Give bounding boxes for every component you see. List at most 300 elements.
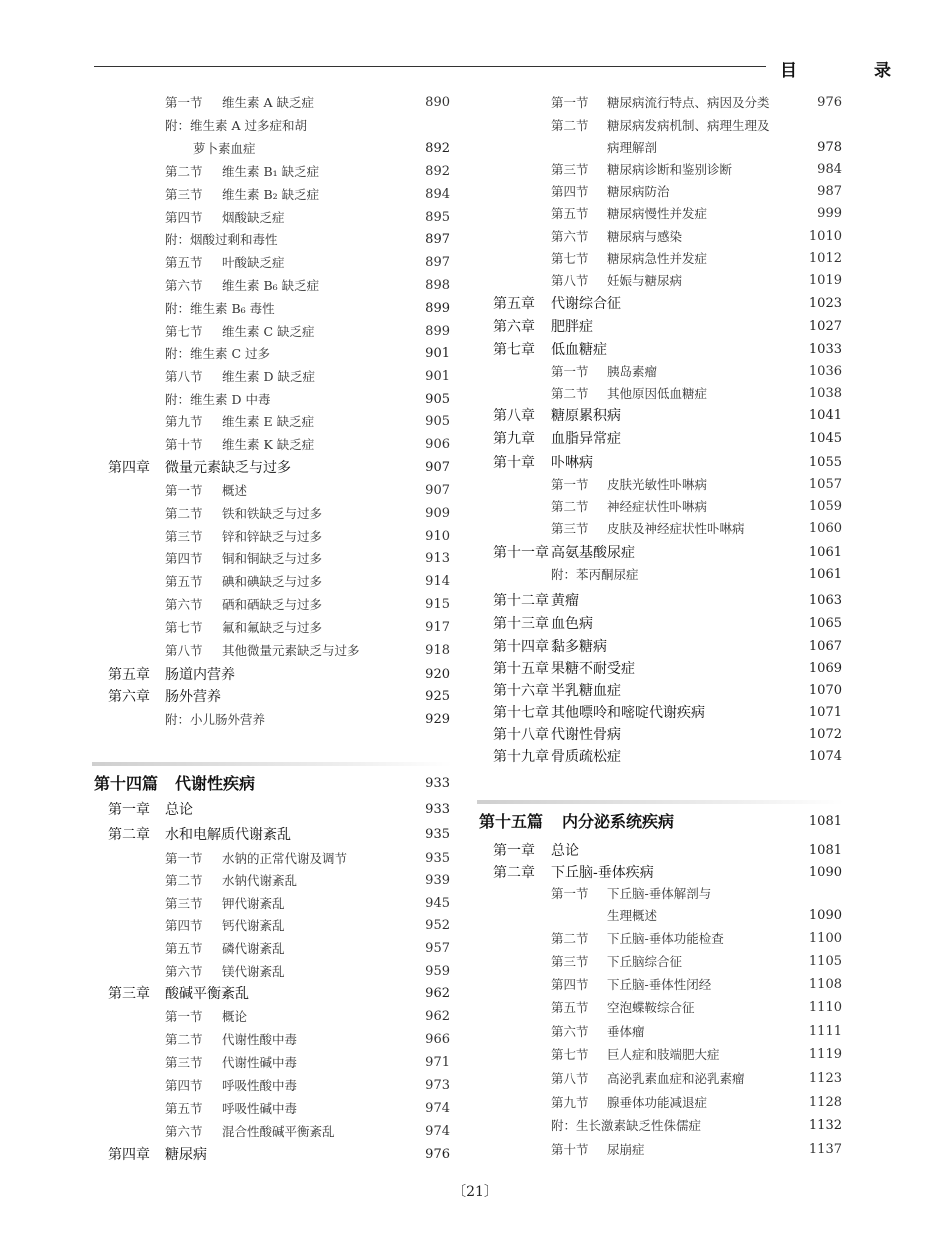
toc-entry-page-number: 1069 [808, 661, 842, 676]
toc-entry-page-number: 957 [425, 941, 450, 956]
toc-entry-label: 第五节 [551, 206, 589, 221]
toc-entry-title: 病理解剖 [607, 140, 658, 155]
toc-entry-title: 肠道内营养 [165, 667, 235, 683]
toc-entry-label: 第十七章 [493, 705, 549, 721]
toc-entry-title: 代谢综合征 [551, 296, 621, 312]
toc-entry-label: 第二节 [551, 118, 589, 133]
toc-entry[interactable] [0, 1139, 950, 1161]
toc-entry-title: 下丘脑-垂体疾病 [551, 865, 654, 881]
toc-entry[interactable] [0, 339, 950, 361]
toc-entry-label: 第八节 [551, 273, 589, 288]
toc-entry-page-number: 1071 [808, 705, 842, 720]
toc-entry-title: 皮肤及神经症状性卟啉病 [607, 521, 745, 536]
toc-entry-title: 生理概述 [607, 908, 658, 923]
toc-entry-label: 第十一章 [493, 545, 549, 561]
toc-entry[interactable] [0, 658, 950, 680]
toc-entry-title: 肥胖症 [551, 319, 593, 335]
toc-entry[interactable] [0, 883, 950, 905]
toc-entry-label: 第二章 [108, 827, 150, 843]
toc-entry-title: 维生素 D 缺乏症 [222, 369, 315, 384]
toc-entry-title: 呼吸性酸中毒 [222, 1078, 298, 1093]
toc-entry-label: 第七节 [165, 324, 203, 339]
toc-entry-page-number: 1033 [808, 342, 842, 357]
toc-entry-title: 神经症状性卟啉病 [607, 499, 708, 514]
toc-entry-label: 第四章 [108, 1147, 150, 1163]
toc-entry-title: 氟和氟缺乏与过多 [222, 620, 323, 635]
toc-entry[interactable] [0, 226, 950, 248]
toc-entry-label: 第十五章 [493, 661, 549, 677]
toc-entry-page-number: 918 [425, 643, 450, 658]
toc-entry-page-number: 976 [817, 95, 842, 110]
toc-entry-page-number: 1059 [808, 499, 842, 514]
toc-entry-title: 附：烟酸过剩和毒性 [165, 232, 278, 247]
toc-entry[interactable] [0, 518, 950, 540]
toc-entry-title: 附：维生素 A 过多症和胡 [165, 118, 307, 133]
toc-entry-page-number: 935 [425, 827, 450, 842]
toc-entry-page-number: 1123 [808, 1071, 842, 1086]
toc-entry-label: 第一节 [165, 483, 203, 498]
toc-entry-label: 第二节 [551, 499, 589, 514]
toc-entry-label: 第十四篇 [94, 774, 159, 793]
toc-entry-title: 妊娠与糖尿病 [607, 273, 683, 288]
toc-entry-title: 钙代谢紊乱 [222, 918, 285, 933]
toc-entry-title: 腺垂体功能减退症 [607, 1095, 708, 1110]
toc-entry-label: 第十节 [551, 1142, 589, 1157]
toc-entry-title: 糖尿病诊断和鉴别诊断 [607, 162, 733, 177]
toc-entry-label: 第二节 [165, 506, 203, 521]
toc-entry-page-number: 974 [425, 1101, 450, 1116]
toc-entry-page-number: 1105 [808, 954, 842, 969]
toc-entry-title: 总论 [165, 802, 193, 818]
toc-entry-page-number: 1012 [808, 251, 842, 266]
toc-entry-page-number: 892 [425, 164, 450, 179]
toc-entry-title: 维生素 B₁ 缺乏症 [222, 164, 320, 179]
toc-entry-label: 第九节 [551, 1095, 589, 1110]
toc-entry-label: 第八节 [165, 643, 203, 658]
toc-entry-label: 第三节 [165, 187, 203, 202]
toc-entry-page-number: 1045 [808, 431, 842, 446]
toc-entry[interactable] [0, 137, 950, 159]
toc-entry-label: 第十章 [493, 455, 535, 471]
toc-entry-label: 第四节 [551, 977, 589, 992]
toc-entry[interactable] [0, 452, 950, 474]
toc-entry-page-number: 1070 [808, 683, 842, 698]
toc-entry[interactable] [0, 702, 950, 724]
toc-entry-page-number: 901 [425, 369, 450, 384]
toc-entry-page-number: 907 [425, 460, 450, 475]
toc-entry-title: 其他嘌呤和嘧啶代谢疾病 [551, 705, 705, 721]
toc-entry-title: 混合性酸碱平衡紊乱 [222, 1124, 335, 1139]
toc-entry-title: 镁代谢紊乱 [222, 964, 285, 979]
toc-entry-title: 微量元素缺乏与过多 [165, 460, 291, 476]
toc-entry-page-number: 1027 [808, 319, 842, 334]
toc-entry[interactable] [0, 405, 950, 427]
toc-entry-page-number: 945 [425, 896, 450, 911]
toc-entry-label: 第六节 [165, 278, 203, 293]
toc-entry-title: 酸碱平衡紊乱 [165, 986, 249, 1002]
toc-entry-page-number: 966 [425, 1032, 450, 1047]
toc-entry-label: 第九章 [493, 431, 535, 447]
toc-entry[interactable] [0, 361, 950, 383]
toc-entry-label: 第四节 [165, 1078, 203, 1093]
toc-entry-title: 附：维生素 D 中毒 [165, 392, 271, 407]
toc-entry-label: 第四节 [551, 184, 589, 199]
toc-entry-page-number: 1111 [808, 1024, 842, 1039]
toc-entry[interactable] [0, 1021, 950, 1043]
toc-entry-page-number: 925 [425, 689, 450, 704]
toc-entry-title: 高泌乳素血症和泌乳素瘤 [607, 1071, 745, 1086]
part-divider-band [477, 800, 844, 804]
toc-entry-label: 第三节 [165, 1055, 203, 1070]
toc-entry-label: 第三节 [165, 896, 203, 911]
toc-entry-title: 代谢性碱中毒 [222, 1055, 298, 1070]
toc-entry-title: 水钠代谢紊乱 [222, 873, 298, 888]
toc-entry-label: 第五章 [108, 667, 150, 683]
toc-entry-page-number: 895 [425, 210, 450, 225]
toc-entry[interactable] [0, 293, 950, 315]
toc-entry-title: 黄瘤 [551, 593, 579, 609]
toc-entry-label: 第一章 [493, 843, 535, 859]
toc-entry-label: 第五节 [165, 941, 203, 956]
toc-entry[interactable] [0, 928, 950, 950]
toc-entry-title: 锌和锌缺乏与过多 [222, 529, 323, 544]
toc-entry-page-number: 1057 [808, 477, 842, 492]
toc-entry-page-number: 974 [425, 1124, 450, 1139]
toc-entry[interactable] [0, 636, 950, 658]
toc-entry-label: 第四节 [165, 210, 203, 225]
toc-entry-page-number: 901 [425, 346, 450, 361]
toc-entry-page-number: 892 [425, 141, 450, 156]
toc-entry-title: 糖原累积病 [551, 408, 621, 424]
toc-entry-title: 代谢性疾病 [175, 774, 256, 793]
toc-entry-label: 第十二章 [493, 593, 549, 609]
toc-entry-title: 糖尿病流行特点、病因及分类 [607, 95, 770, 110]
toc-entry-label: 第七节 [165, 620, 203, 635]
toc-entry-label: 第二节 [551, 386, 589, 401]
toc-entry-page-number: 1081 [808, 814, 842, 829]
toc-entry[interactable] [0, 1115, 950, 1137]
toc-entry-page-number: 915 [425, 597, 450, 612]
toc-entry-page-number: 894 [425, 187, 450, 202]
toc-entry-label: 第二节 [551, 931, 589, 946]
toc-entry-label: 第一节 [551, 477, 589, 492]
toc-entry[interactable] [0, 951, 950, 973]
toc-entry-page-number: 933 [425, 776, 450, 791]
toc-entry-page-number: 959 [425, 964, 450, 979]
toc-entry-page-number: 1019 [808, 273, 842, 288]
toc-entry-page-number: 906 [425, 437, 450, 452]
toc-entry-title: 低血糖症 [551, 342, 607, 358]
toc-entry-page-number: 984 [817, 162, 842, 177]
toc-entry-page-number: 1137 [808, 1142, 842, 1157]
toc-entry[interactable] [0, 808, 950, 836]
toc-entry-page-number: 1061 [808, 545, 842, 560]
toc-entry-page-number: 897 [425, 232, 450, 247]
toc-entry-page-number: 1023 [808, 296, 842, 311]
toc-entry-label: 第五节 [165, 574, 203, 589]
toc-entry-label: 第一章 [108, 802, 150, 818]
toc-entry-label: 第一节 [551, 364, 589, 379]
toc-entry-title: 下丘脑-垂体性闭经 [607, 977, 712, 992]
toc-entry-page-number: 1090 [808, 865, 842, 880]
toc-entry-page-number: 933 [425, 802, 450, 817]
toc-entry-page-number: 987 [817, 184, 842, 199]
toc-entry-page-number: 905 [425, 392, 450, 407]
toc-entry-label: 第六节 [165, 1124, 203, 1139]
toc-entry[interactable] [0, 974, 950, 996]
toc-entry[interactable] [0, 383, 950, 405]
toc-entry[interactable] [0, 496, 950, 518]
toc-entry-label: 第五章 [493, 296, 535, 312]
toc-entry-label: 第十节 [165, 437, 203, 452]
toc-entry-page-number: 920 [425, 667, 450, 682]
toc-entry[interactable] [0, 680, 950, 702]
toc-entry-label: 第七节 [551, 1047, 589, 1062]
toc-entry-page-number: 999 [817, 206, 842, 221]
toc-entry-label: 第八章 [493, 408, 535, 424]
toc-entry-page-number: 899 [425, 301, 450, 316]
toc-entry-page-number: 971 [425, 1055, 450, 1070]
toc-entry-title: 代谢性酸中毒 [222, 1032, 298, 1047]
toc-entry-label: 第六节 [165, 597, 203, 612]
toc-entry-title: 糖尿病与感染 [607, 229, 683, 244]
toc-entry-title: 钾代谢紊乱 [222, 896, 285, 911]
toc-entry-page-number: 1108 [808, 977, 842, 992]
toc-entry-label: 第十四章 [493, 639, 549, 655]
toc-entry-page-number: 1067 [808, 639, 842, 654]
toc-entry-label: 第一节 [551, 886, 589, 901]
toc-entry[interactable] [0, 542, 950, 564]
toc-entry-label: 第八节 [165, 369, 203, 384]
toc-entry-title: 血脂异常症 [551, 431, 621, 447]
toc-entry-page-number: 1074 [808, 749, 842, 764]
toc-entry-page-number: 1132 [808, 1118, 842, 1133]
toc-entry-page-number: 905 [425, 414, 450, 429]
toc-entry-title: 水和电解质代谢紊乱 [165, 827, 291, 843]
toc-entry-title: 呼吸性碱中毒 [222, 1101, 298, 1116]
toc-entry-title: 烟酸缺乏症 [222, 210, 285, 225]
toc-entry-page-number: 897 [425, 255, 450, 270]
toc-entry[interactable] [0, 428, 950, 450]
toc-entry-label: 第三章 [108, 986, 150, 1002]
toc-entry-page-number: 1072 [808, 727, 842, 742]
toc-entry-label: 第七节 [551, 251, 589, 266]
toc-entry[interactable] [0, 1092, 950, 1114]
toc-entry-page-number: 1128 [808, 1095, 842, 1110]
toc-entry-page-number: 1100 [808, 931, 842, 946]
toc-entry[interactable] [0, 840, 950, 862]
toc-entry-page-number: 890 [425, 95, 450, 110]
toc-entry-title: 空泡蝶鞍综合征 [607, 1000, 695, 1015]
toc-entry-page-number: 1110 [808, 1000, 842, 1015]
toc-entry[interactable] [0, 270, 950, 292]
toc-entry[interactable] [0, 746, 950, 768]
toc-entry-label: 第五节 [551, 1000, 589, 1015]
toc-entry-label: 第一节 [165, 1009, 203, 1024]
toc-entry-label: 第二章 [493, 865, 535, 881]
toc-entry-page-number: 935 [425, 851, 450, 866]
toc-entry[interactable] [0, 1068, 950, 1090]
toc-entry-page-number: 1119 [808, 1047, 842, 1062]
toc-entry[interactable] [0, 181, 950, 203]
toc-entry-title: 维生素 E 缺乏症 [222, 414, 315, 429]
toc-entry[interactable] [0, 770, 950, 798]
toc-entry-title: 附：苯丙酮尿症 [551, 567, 639, 582]
toc-entry-title: 其他原因低血糖症 [607, 386, 708, 401]
toc-entry-page-number: 1038 [808, 386, 842, 401]
toc-entry-label: 第三节 [551, 954, 589, 969]
toc-entry[interactable] [0, 997, 950, 1019]
toc-entry-title: 附：维生素 B₆ 毒性 [165, 301, 275, 316]
toc-entry-label: 第一节 [551, 95, 589, 110]
toc-entry-title: 维生素 B₆ 缺乏症 [222, 278, 320, 293]
toc-entry-label: 第六节 [551, 229, 589, 244]
page-title: 目 录 [780, 61, 921, 81]
toc-entry-title: 下丘脑-垂体功能检查 [607, 931, 724, 946]
toc-entry-page-number: 939 [425, 873, 450, 888]
toc-entry-label: 第十五篇 [479, 812, 544, 831]
toc-entry-label: 第六节 [165, 964, 203, 979]
toc-entry[interactable] [0, 1044, 950, 1066]
toc-entry-title: 硒和硒缺乏与过多 [222, 597, 323, 612]
toc-entry[interactable] [0, 590, 950, 612]
toc-entry[interactable] [0, 613, 950, 635]
toc-entry-label: 第十三章 [493, 616, 549, 632]
toc-entry-title: 果糖不耐受症 [551, 661, 635, 677]
toc-entry-title: 下丘脑-垂体解剖与 [607, 886, 712, 901]
toc-entry-title: 叶酸缺乏症 [222, 255, 285, 270]
toc-entry-title: 血色病 [551, 616, 593, 632]
toc-entry[interactable] [0, 316, 950, 338]
toc-entry-title: 下丘脑综合征 [607, 954, 683, 969]
toc-entry-page-number: 914 [425, 574, 450, 589]
toc-entry-page-number: 1090 [808, 908, 842, 923]
toc-entry-label: 第二节 [165, 1032, 203, 1047]
toc-entry-title: 维生素 C 缺乏症 [222, 324, 315, 339]
toc-entry-page-number: 952 [425, 918, 450, 933]
toc-entry-page-number: 978 [817, 140, 842, 155]
toc-entry-label: 第六节 [551, 1024, 589, 1039]
toc-entry-title: 糖尿病 [165, 1147, 207, 1163]
toc-entry-label: 第九节 [165, 414, 203, 429]
toc-entry-page-number: 1036 [808, 364, 842, 379]
toc-entry-label: 第二节 [165, 164, 203, 179]
toc-entry-page-number: 917 [425, 620, 450, 635]
toc-entry-title: 黏多糖病 [551, 639, 607, 655]
toc-entry-title: 总论 [551, 843, 579, 859]
toc-entry-label: 第一节 [165, 95, 203, 110]
toc-entry-page-number: 1061 [808, 567, 842, 582]
toc-entry-title: 水钠的正常代谢及调节 [222, 851, 348, 866]
toc-entry-label: 第二节 [165, 873, 203, 888]
toc-entry-page-number: 1060 [808, 521, 842, 536]
toc-entry-label: 第三节 [551, 521, 589, 536]
toc-entry-label: 第一节 [165, 851, 203, 866]
toc-entry-title: 垂体瘤 [607, 1024, 645, 1039]
toc-entry-title: 概论 [222, 1009, 248, 1024]
toc-entry[interactable] [0, 724, 950, 746]
toc-entry-title: 尿崩症 [607, 1142, 645, 1157]
toc-entry-title: 卟啉病 [551, 455, 593, 471]
toc-entry-title: 肠外营养 [165, 689, 221, 705]
toc-entry-title: 碘和碘缺乏与过多 [222, 574, 323, 589]
toc-entry-label: 第四节 [165, 551, 203, 566]
toc-entry[interactable] [0, 474, 950, 496]
toc-entry-label: 第四章 [108, 460, 150, 476]
toc-entry-page-number: 1010 [808, 229, 842, 244]
toc-entry-page-number: 1055 [808, 455, 842, 470]
toc-entry-label: 第三节 [165, 529, 203, 544]
toc-entry-page-number: 1065 [808, 616, 842, 631]
toc-entry[interactable] [0, 564, 950, 586]
toc-entry-page-number: 1063 [808, 593, 842, 608]
toc-entry[interactable] [0, 248, 950, 270]
toc-entry-page-number: 1081 [808, 843, 842, 858]
toc-entry-title: 高氨基酸尿症 [551, 545, 635, 561]
toc-entry[interactable] [0, 115, 950, 137]
toc-entry-title: 皮肤光敏性卟啉病 [607, 477, 708, 492]
toc-entry-title: 半乳糖血症 [551, 683, 621, 699]
toc-entry-page-number: 907 [425, 483, 450, 498]
toc-entry-title: 维生素 A 缺乏症 [222, 95, 314, 110]
toc-entry-title: 糖尿病防治 [607, 184, 670, 199]
toc-entry-page-number: 898 [425, 278, 450, 293]
toc-entry-title: 糖尿病急性并发症 [607, 251, 708, 266]
toc-entry-label: 第三节 [551, 162, 589, 177]
toc-entry-page-number: 910 [425, 529, 450, 544]
toc-entry-title: 糖尿病发病机制、病理生理及 [607, 118, 770, 133]
toc-entry-label: 第六章 [108, 689, 150, 705]
toc-entry-title: 铁和铁缺乏与过多 [222, 506, 323, 521]
toc-entry-title: 其他微量元素缺乏与过多 [222, 643, 360, 658]
toc-entry-title: 胰岛素瘤 [607, 364, 658, 379]
toc-entry-title: 铜和铜缺乏与过多 [222, 551, 323, 566]
toc-entry-title: 附：小儿肠外营养 [165, 712, 266, 727]
toc-entry-label: 第十六章 [493, 683, 549, 699]
toc-entry-title: 代谢性骨病 [551, 727, 621, 743]
page-number: 〔21〕 [452, 1184, 498, 1200]
toc-entry-label: 第八节 [551, 1071, 589, 1086]
toc-entry[interactable] [0, 92, 950, 114]
toc-entry-page-number: 962 [425, 986, 450, 1001]
toc-entry-label: 第四节 [165, 918, 203, 933]
toc-entry-page-number: 976 [425, 1147, 450, 1162]
toc-entry-title: 内分泌系统疾病 [562, 812, 675, 831]
header-rule [94, 66, 766, 67]
toc-entry-title: 概述 [222, 483, 248, 498]
toc-entry-label: 第五节 [165, 1101, 203, 1116]
toc-entry-title: 巨人症和肢端肥大症 [607, 1047, 720, 1062]
toc-entry-page-number: 913 [425, 551, 450, 566]
toc-entry-label: 第七章 [493, 342, 535, 358]
toc-entry-page-number: 929 [425, 712, 450, 727]
toc-entry-title: 骨质疏松症 [551, 749, 621, 765]
toc-entry-title: 维生素 B₂ 缺乏症 [222, 187, 320, 202]
toc-entry-label: 第六章 [493, 319, 535, 335]
toc-entry-label: 第五节 [165, 255, 203, 270]
toc-entry-page-number: 973 [425, 1078, 450, 1093]
toc-entry[interactable] [0, 905, 950, 927]
toc-entry[interactable] [0, 203, 950, 225]
toc-entry[interactable] [0, 159, 950, 181]
toc-entry-page-number: 909 [425, 506, 450, 521]
toc-entry-title: 糖尿病慢性并发症 [607, 206, 708, 221]
toc-entry-page-number: 1041 [808, 408, 842, 423]
toc-entry-title: 附：维生素 C 过多 [165, 346, 271, 361]
toc-entry[interactable] [0, 862, 950, 884]
toc-entry-title: 维生素 K 缺乏症 [222, 437, 315, 452]
toc-entry-page-number: 962 [425, 1009, 450, 1024]
